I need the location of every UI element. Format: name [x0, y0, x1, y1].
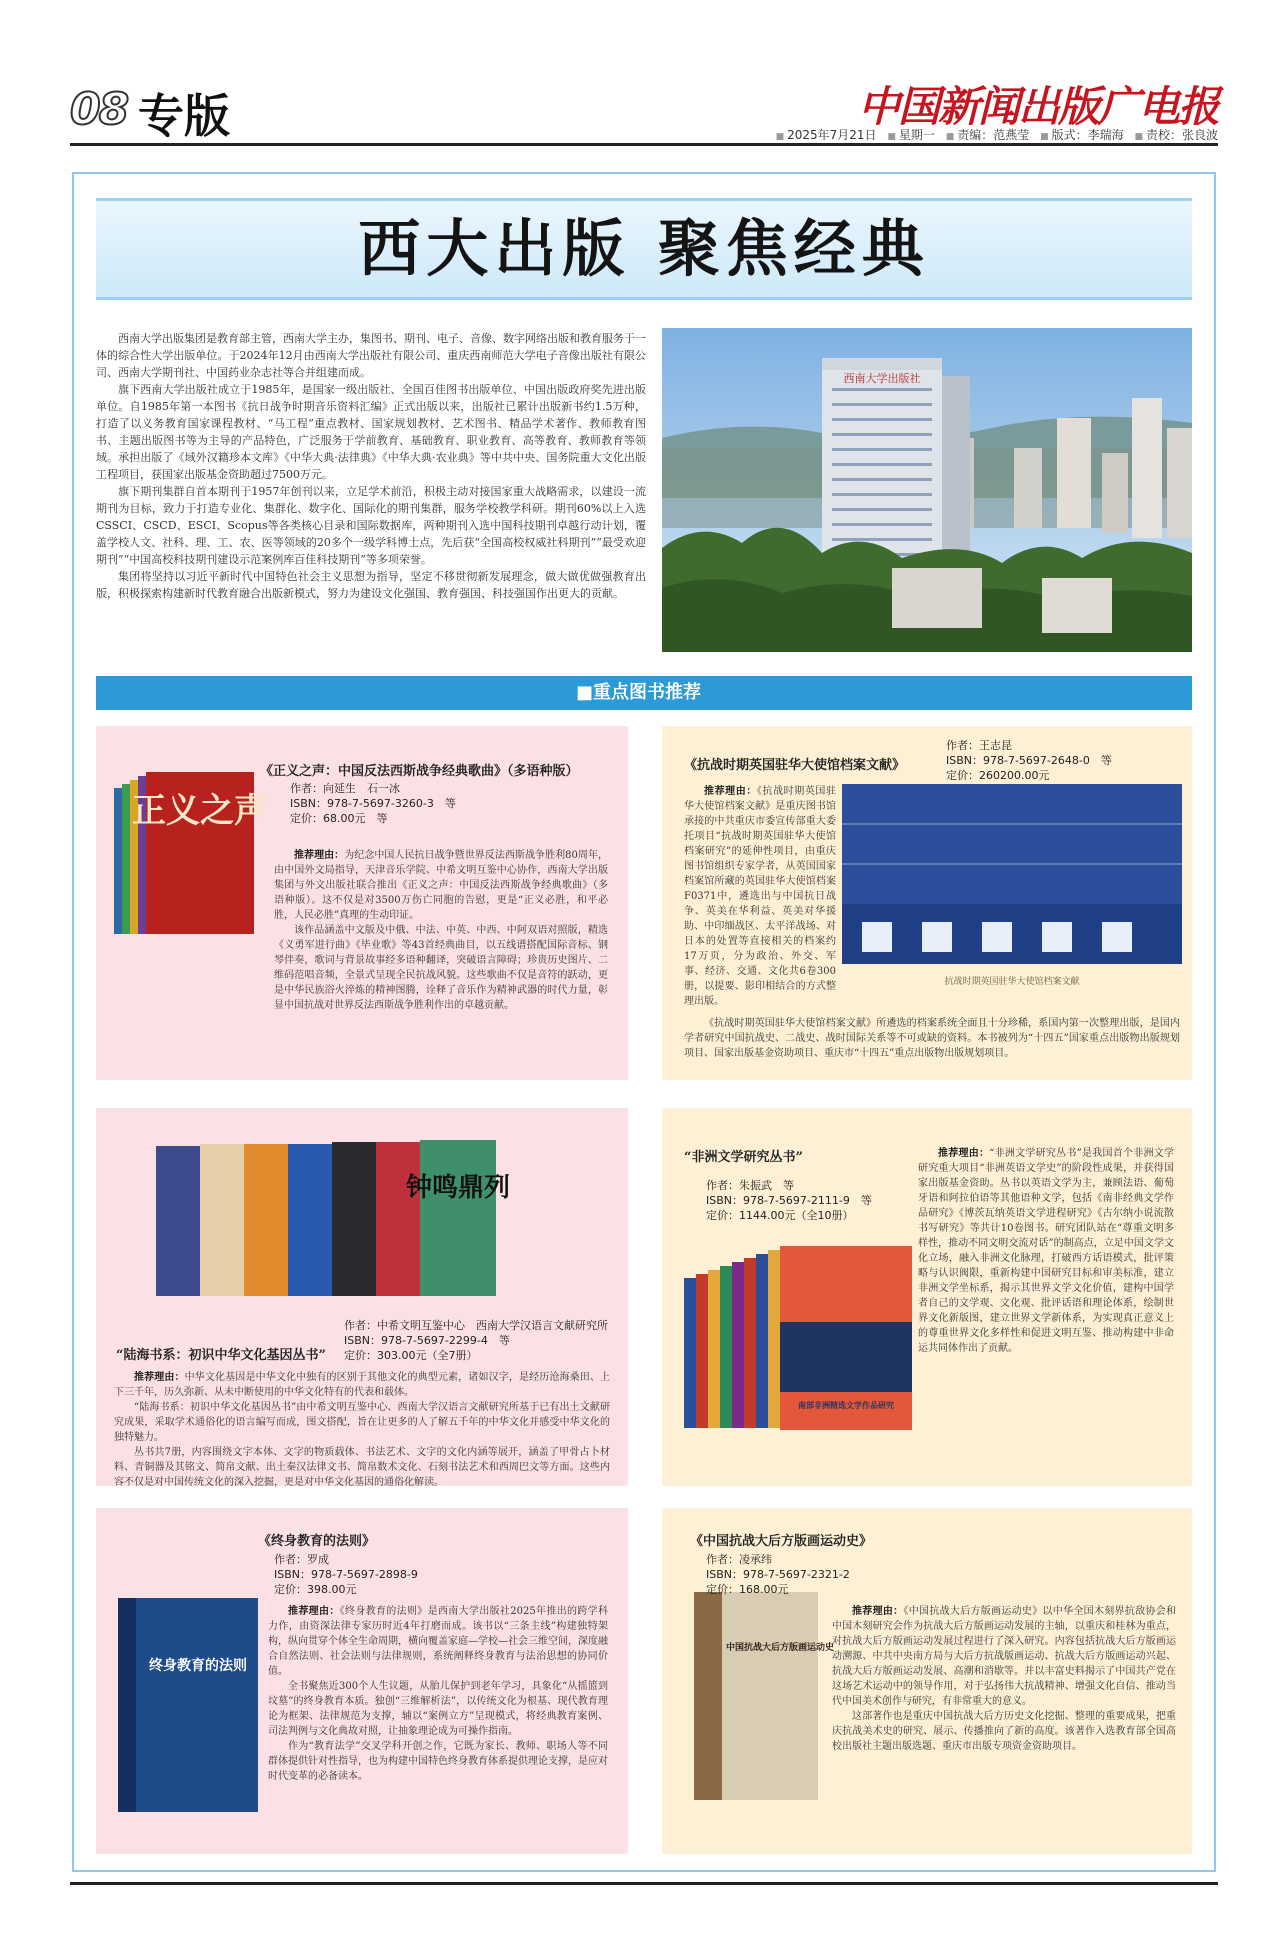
book-meta: [290, 781, 456, 826]
book-isbn: ISBN：978-7-5697-2111-9 等: [706, 1194, 872, 1207]
book-author: 作者：罗成: [274, 1553, 329, 1566]
book-price: 定价：1144.00元（全10册）: [706, 1209, 854, 1222]
book-card: [662, 1108, 1192, 1486]
recommend-label: 推荐理由：: [134, 1372, 185, 1383]
recommend-label: 推荐理由：: [938, 1148, 990, 1159]
book-cover-title: 抗战时期英国驻华大使馆档案文献: [944, 977, 1080, 987]
recommend-label: 推荐理由：: [704, 786, 757, 797]
recommend-label: 推荐理由：: [288, 1606, 340, 1617]
intro-paragraph: 旗下期刊集群自首本期刊于1957年创刊以来，立足学术前沿，积极主动对接国家重大战略需求，以建设一流期刊为目标，致力于打造专业化、集群化、数字化、国际化的期刊集群，服务学校教学科研。期刊60%以上入选CSSCI、CSCD、ESCI、Scopus等各类核心目录和国际数据库，两种期刊入选中国科技期刊卓越行动计划，覆盖学校人文、社科、理、工、农、医等领域的20多个一级学科博士点，先后获“全国高校权威社科期刊”“最受欢迎期刊”“中国高校科技期刊建设示范案例库百佳科技期刊”等多项荣誉。: [96, 485, 646, 566]
book-meta: [344, 1318, 608, 1363]
recommend-text: 该作品涵盖中文版及中俄、中法、中英、中西、中阿双语对照版，精选《义勇军进行曲》《毕业歌》等43首经典曲目，以五线谱搭配国际音标、钢琴伴奏，歌词与背景故事经多语种翻译，突破语言障碍；珍贵历史图片、二维码范唱音频，全景式呈现全民抗战风貌。这些歌曲不仅是音符的跃动，更是中华民族浴火淬炼的精神图腾，诠释了音乐作为精神武器的时代力量，彰显中国抗战对世界反法西斯战争胜利作出的卓越贡献。: [274, 925, 608, 1011]
book-price: 定价：168.00元: [706, 1583, 789, 1596]
book-price: 定价：68.00元 等: [290, 812, 388, 825]
book-cover-title: 南部非洲精选文学作品研究: [798, 1401, 894, 1410]
book-author: 作者：王志昆: [946, 739, 1012, 752]
date: ■ 2025年7月21日: [776, 128, 877, 142]
building-photo: [662, 328, 1192, 652]
book-recommendation: [832, 1604, 1176, 1754]
book-cover-title: 终身教育的法则: [149, 1658, 247, 1674]
book-recommendation: [918, 1146, 1174, 1356]
book-isbn: ISBN：978-7-5697-2299-4 等: [344, 1334, 510, 1347]
recommend-text: 全书聚焦近300个人生议题，从胎儿保护到老年学习，具象化“从摇篮到坟墓”的终身教育本质。独创“三维解析法”，以传统文化为根基、现代教育理论为框架、法律规范为支撑，辅以“案例立方”呈现模式，将经典教育案例、司法判例与文化典故对照，让抽象理论成为可操作指南。: [268, 1681, 608, 1737]
book-meta: [274, 1552, 418, 1597]
book-recommendation: [114, 1370, 610, 1490]
book-author: 作者：中希文明互鉴中心 西南大学汉语言文献研究所: [344, 1319, 608, 1332]
intro-paragraph: 旗下西南大学出版社成立于1985年，是国家一级出版社、全国百佳图书出版单位、中国出版政府奖先进出版单位。自1985年第一本图书《抗日战争时期音乐资料汇编》正式出版以来，出版社已累计出版新书约1.5万种，打造了以义务教育国家课程教材、“马工程”重点教材、国家规划教材、艺术图书、精品学术著作、教师教育图书、主题出版图书等为主导的产品特色，广泛服务于学前教育、基础教育、职业教育、高等教育、教师教育等领域。承担出版了《域外汉籍珍本文库》《中华大典·法律典》《中华大典·农业典》等中共中央、国务院重大文化出版工程项目，获国家出版基金资助超过7500万元。: [96, 383, 646, 481]
book-card: [96, 1508, 628, 1854]
recommend-text: 《终身教育的法则》是西南大学出版社2025年推出的跨学科力作，由资深法律专家历时近4年打磨而成。该书以“三条主线”构建独特架构，纵向贯穿个体全生命周期，横向覆盖家庭—学校—社会三维空间，深度融合自然法则、社会法则与法律规则，系统阐释终身教育与法治思想的协同价值。: [268, 1606, 609, 1677]
book-title: 《中国抗战大后方版画运动史》: [690, 1534, 873, 1549]
intro-article: [96, 330, 646, 602]
book-title: 《正义之声：中国反法西斯战争经典歌曲》（多语种版）: [260, 764, 579, 779]
recommend-text: 为纪念中国人民抗日战争暨世界反法西斯战争胜利80周年，由中国外文局指导，天津音乐学院、中希文明互鉴中心协作，西南大学出版集团与外文出版社联合推出《正义之声：中国反法西斯战争经典歌曲》（多语种版）。这不仅是对3500万伤亡同胞的告慰，更是“正义必胜，和平必胜，人民必胜”真理的生动印证。: [274, 850, 608, 921]
book-cover-title: 正义之声: [132, 791, 268, 831]
book-card: [96, 726, 628, 1080]
book-cover-image: [684, 1238, 912, 1434]
weekday: ■ 星期一: [887, 128, 935, 142]
recommend-text: 作为“教育法学”交叉学科开创之作，它既为家长、教师、职场人等不同群体提供针对性指导，也为构建中国特色终身教育体系提供理论支撑，是应对时代变革的必备读本。: [268, 1741, 608, 1782]
intro-paragraph: 西南大学出版集团是教育部主管，西南大学主办，集图书、期刊、电子、音像、数字网络出版和教育服务于一体的综合性大学出版单位。于2024年12月由西南大学出版社有限公司、重庆西南师范大学电子音像出版社有限公司、西南大学期刊社、中国药业杂志社等合并组建而成。: [96, 332, 646, 379]
book-price: 定价：303.00元（全7册）: [344, 1349, 478, 1362]
recommend-text: 丛书共7册，内容围绕文字本体、文字的物质载体、书法艺术、文字的文化内涵等展开，涵盖了甲骨占卜材料、青铜器及其铭文、简帛文献、出土秦汉法律文书、简帛数术文化、石刻书法艺术和西周巴文等方面。这些内容不仅是对中国传统文化的深入挖掘，更是对中华文化基因的通俗化解读。: [114, 1447, 610, 1488]
recommend-text: 这部著作也是重庆中国抗战大后方历史文化挖掘、整理的重要成果，把重庆抗战美术史的研究、展示、传播推向了新的高度。该著作入选教育部全国高校出版社主题出版选题、重庆市出版专项资金资助项目。: [832, 1711, 1176, 1752]
book-meta: [706, 1552, 850, 1597]
book-cover-image: [114, 770, 268, 938]
recommend-text: 《抗战时期英国驻华大使馆档案文献》所遴选的档案系统全面且十分珍稀，系国内第一次整理出版，是国内学者研究中国抗战史、二战史、战时国际关系等不可或缺的资料。本书被列为“十四五”国家重点出版物出版规划项目、国家出版基金资助项目、重庆市“十四五”重点出版物出版规划项目。: [684, 1018, 1180, 1059]
book-title: “非洲文学研究丛书”: [684, 1150, 803, 1165]
book-cover-image: [118, 1598, 258, 1812]
recommend-text: “非洲文学研究丛书”是我国首个非洲文学研究重大项目“非洲英语文学史”的阶段性成果，并获得国家出版基金资助。丛书以英语文学为主，兼顾法语、葡萄牙语和阿拉伯语等其他语种文学，包括《南非经典文学作品研究》《博茨瓦纳英语文学进程研究》《古尔纳小说流散书写研究》等共计10卷图书。研究团队站在“尊重文明多样性，推动不同文明交流对话”的制高点，立足中国文学文化立场，融入非洲文化脉理，打破西方话语模式，批评策略与认识阀限，重新构建中国研究目标和审美标准，建立非洲文学坐标系，揭示其世界文学文化价值，建构中国学者自己的文学观、文化观、批评话语和理论体系，绘制世界文化新版图，建立世界文学新体系，为实现真正意义上的尊重世界文化多样性和促进文明互鉴、推动构建中非命运共同体作出了贡献。: [918, 1148, 1175, 1354]
footer-rule: [70, 1882, 1218, 1885]
page-headline: 西大出版 聚焦经典: [96, 198, 1192, 300]
book-cover-image: [156, 1138, 511, 1298]
book-title: 《终身教育的法则》: [258, 1534, 376, 1549]
book-cover-title: 中国抗战大后方版画运动史: [725, 1643, 835, 1653]
book-isbn: ISBN：978-7-5697-2321-2: [706, 1568, 850, 1581]
book-cover-image: [842, 784, 1182, 1010]
newspaper-masthead: 中国新闻出版广电报: [857, 82, 1218, 131]
book-isbn: ISBN：978-7-5697-2898-9: [274, 1568, 418, 1581]
book-author: 作者：向延生 石一冰: [290, 782, 400, 795]
book-recommendation-extra: [684, 1016, 1180, 1061]
proofreader: ■ 责校：张良波: [1134, 128, 1218, 142]
section-bar: ■重点图书推荐: [96, 676, 1192, 710]
recommend-label: 推荐理由：: [294, 850, 345, 861]
book-card: [662, 1508, 1192, 1854]
book-recommendation: [274, 848, 608, 1013]
editor: ■ 责编：范燕莹: [946, 128, 1030, 142]
book-title: 《抗战时期英国驻华大使馆档案文献》: [684, 758, 906, 773]
dateline: [769, 126, 1218, 143]
page-number: 08: [70, 84, 128, 135]
book-title: “陆海书系：初识中华文化基因丛书”: [116, 1348, 326, 1363]
book-isbn: ISBN：978-7-5697-2648-0 等: [946, 754, 1112, 767]
building-sign-text: 西南大学出版社: [843, 372, 921, 385]
book-cover-title: 钟鸣鼎列: [405, 1173, 511, 1203]
recommend-text: 中华文化基因是中华文化中独有的区别于其他文化的典型元素，诸如汉字，是经历沧海桑田、上下三千年，历久弥新、从未中断使用的中华文化特有的代表和载体。: [114, 1372, 611, 1398]
book-card: [662, 726, 1192, 1080]
layout-editor: ■ 版式：李瑞海: [1040, 128, 1124, 142]
header-rule: [70, 143, 1218, 146]
book-price: 定价：260200.00元: [946, 769, 1050, 782]
book-cover-image: [694, 1592, 835, 1800]
recommend-text: “陆海书系：初识中华文化基因丛书”由中希文明互鉴中心、西南大学汉语言文献研究所基于已有出土文献研究成果，采取学术通俗化的语言编写而成，图文搭配，旨在让更多的人了解五千年的中华文化并感受中华文化的独特魅力。: [114, 1402, 610, 1443]
recommend-label: 推荐理由：: [852, 1606, 904, 1617]
book-recommendation: [268, 1604, 608, 1784]
intro-paragraph: 集团将坚持以习近平新时代中国特色社会主义思想为指导，坚定不移贯彻新发展理念，做大做优做强教育出版，积极探索构建新时代教育融合出版新模式，努力为建设文化强国、教育强国、科技强国作出更大的贡献。: [96, 570, 646, 600]
section-title: 专版: [138, 89, 230, 143]
recommend-text: 《抗战时期英国驻华大使馆档案文献》是重庆图书馆承接的中共重庆市委宣传部重大委托项目“抗战时期英国驻华大使馆档案研究”的延伸性项目，由重庆图书馆组织专家学者，从英国国家档案馆所藏的英国驻华大使馆档案F0371中，遴选出与中国抗日战争、英美在华利益、英美对华援助、中印缅战区、太平洋战场、对日本的处置等直接相关的档案约17万页，分为政治、外交、军事、经济、交通、文化共6卷300册，以提要、影印相结合的方式整理出版。: [684, 786, 837, 1007]
recommend-text: 《中国抗战大后方版画运动史》以中华全国木刻界抗敌协会和中国木刻研究会作为抗战大后方版画运动发展的主轴，以重庆和桂林为重点，对抗战大后方版画运动发展过程进行了深入研究。内容包括抗战大后方版画运动溯源、中共中央南方局与大后方抗战版画运动、抗战大后方版画运动兴起、抗战大后方版画运动发展、高潮和消歇等。并以丰富史料揭示了中国共产党在这场艺术运动中的领导作用，对于弘扬伟大抗战精神、增强文化自信、推动当代中国美术创作与研究，有非常重大的意义。: [832, 1606, 1177, 1707]
book-author: 作者：朱振武 等: [706, 1179, 794, 1192]
book-price: 定价：398.00元: [274, 1583, 357, 1596]
book-isbn: ISBN：978-7-5697-3260-3 等: [290, 797, 456, 810]
book-card: [96, 1108, 628, 1486]
book-author: 作者：凌承纬: [706, 1553, 772, 1566]
book-meta: [946, 738, 1112, 783]
book-recommendation: [684, 784, 836, 1009]
book-meta: [706, 1178, 872, 1223]
